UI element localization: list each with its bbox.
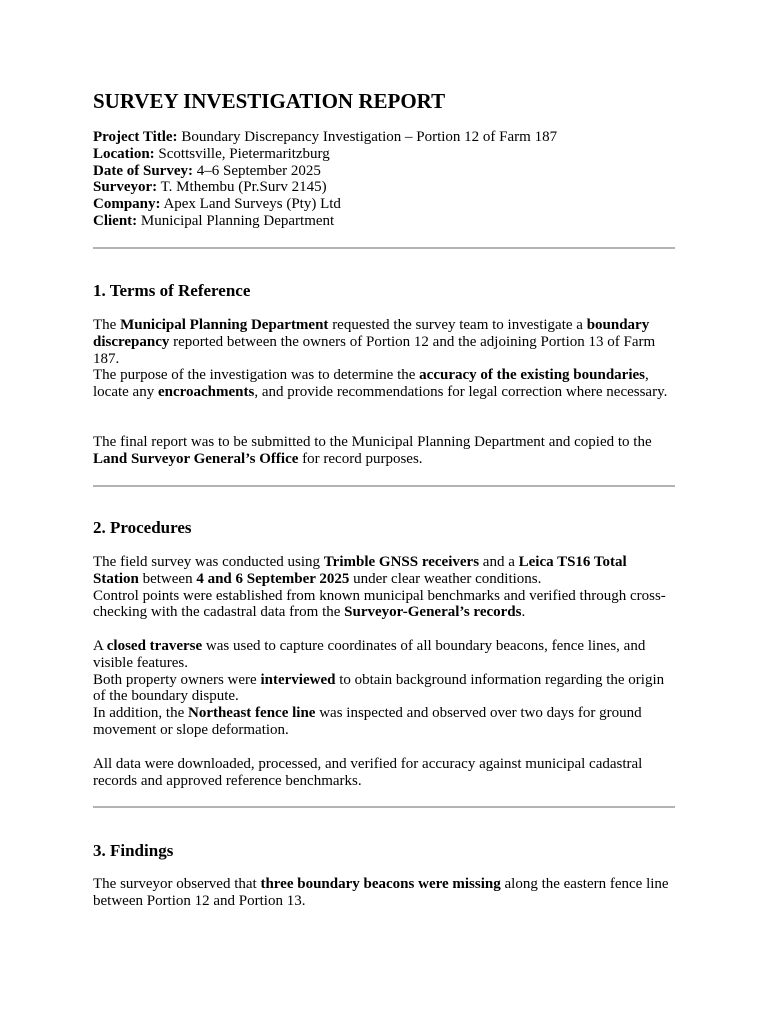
bold-text: three boundary beacons were missing [260, 876, 501, 892]
meta-date-of-survey [93, 163, 557, 180]
bold-text: Surveyor-General’s records [344, 604, 522, 621]
text-run: The [93, 317, 121, 333]
text-run: and a [479, 554, 519, 570]
bold-text: encroachments [157, 384, 255, 401]
text-run: between [138, 570, 197, 587]
text-run: Both property owners were [93, 671, 261, 688]
text-run: The surveyor observed that [93, 876, 261, 892]
meta-value: Municipal Planning Department [137, 212, 335, 229]
meta-value: 4–6 September 2025 [192, 162, 321, 179]
meta-label: Client: [93, 212, 138, 229]
bold-text: boundary discrepancy [93, 317, 650, 350]
meta-label: Date of Survey: [93, 162, 193, 179]
text-run: Control points were established from known municipal benchmarks and verified through cross-checking with the cadastral data from the [93, 587, 666, 621]
findings-paragraph-1 [93, 876, 675, 910]
section-divider [93, 247, 675, 249]
terms-paragraph-1 [93, 317, 675, 401]
meta-project-title [93, 129, 557, 146]
text-run: along the eastern fence line between Portion 12 and Portion 13. [93, 876, 669, 909]
meta-value: Scottsville, Pietermaritzburg [154, 145, 330, 162]
text-run: The final report was to be submitted to the Municipal Planning Department and copied to the [93, 434, 652, 450]
section-divider [93, 806, 675, 808]
bold-text: closed traverse [106, 638, 203, 654]
meta-location [93, 146, 557, 163]
text-run: , locate any [93, 367, 649, 401]
text-run: was used to capture coordinates of all boundary beacons, fence lines, and visible features. [93, 638, 646, 671]
meta-value: T. Mthembu (Pr.Surv 2145) [157, 179, 327, 196]
section-divider [93, 485, 675, 487]
meta-label: Surveyor: [93, 179, 158, 196]
meta-client [93, 213, 557, 230]
text-run: , and provide recommendations for legal correction where necessary. [254, 384, 668, 401]
text-run: for record purposes. [298, 450, 423, 467]
text-run: The purpose of the investigation was to determine the [93, 367, 420, 384]
bold-text: accuracy of the existing boundaries [419, 367, 645, 384]
section-heading-procedures: 2. Procedures [93, 518, 192, 537]
bold-text: Northeast fence line [187, 705, 316, 722]
text-run: The field survey was conducted using [93, 554, 324, 570]
report-metadata [93, 129, 557, 230]
meta-label: Company: [93, 196, 161, 213]
procedures-paragraph-1 [93, 554, 675, 621]
meta-label: Project Title: [93, 129, 178, 145]
text-run: . [521, 604, 526, 621]
text-run: to obtain background information regarding the origin of the boundary dispute. [93, 671, 665, 705]
text-run: In addition, the [93, 705, 188, 722]
procedures-paragraph-2 [93, 638, 675, 739]
report-title: SURVEY INVESTIGATION REPORT [93, 89, 446, 113]
bold-text: Land Surveyor General’s Office [93, 450, 299, 467]
text-run: reported between the owners of Portion 12 and the adjoining Portion 13 of Farm 187. [93, 333, 656, 367]
section-heading-terms-of-reference: 1. Terms of Reference [93, 281, 251, 300]
meta-value: Boundary Discrepancy Investigation – Portion 12 of Farm 187 [177, 129, 558, 145]
meta-label: Location: [93, 145, 155, 162]
bold-text: Trimble GNSS receivers [323, 554, 480, 570]
bold-text: Leica TS16 Total Station [93, 554, 627, 587]
bold-text: 4 and 6 September 2025 [196, 570, 350, 587]
meta-value: Apex Land Surveys (Pty) Ltd [160, 196, 341, 213]
procedures-paragraph-3: All data were downloaded, processed, and verified for accuracy against municipal cadastral records and approved reference benchmarks. [93, 756, 643, 789]
text-run: was inspected and observed over two days for ground movement or slope deformation. [93, 705, 642, 738]
section-heading-findings: 3. Findings [93, 841, 174, 860]
text-run: under clear weather conditions. [349, 570, 542, 587]
meta-surveyor [93, 179, 557, 196]
text-run: A [93, 638, 107, 654]
terms-paragraph-2 [93, 434, 675, 468]
bold-text: Municipal Planning Department [120, 317, 329, 333]
text-run: requested the survey team to investigate a [328, 317, 587, 333]
bold-text: interviewed [260, 671, 336, 688]
meta-company [93, 196, 557, 213]
